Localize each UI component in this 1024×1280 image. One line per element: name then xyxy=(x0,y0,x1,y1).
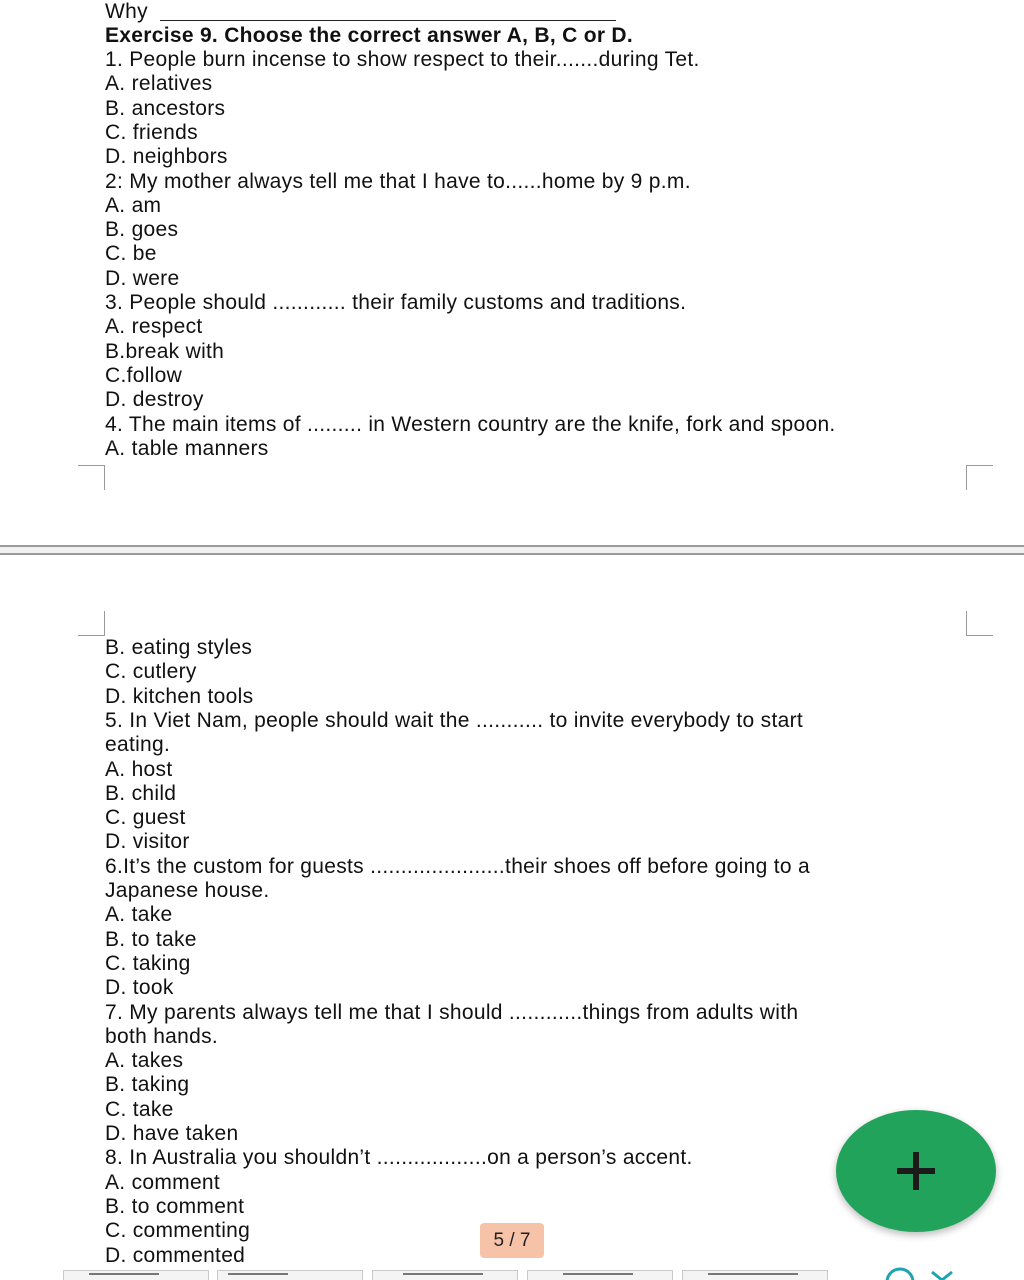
document-text-line: C. commenting xyxy=(105,1219,251,1243)
document-text-line: C. taking xyxy=(105,951,191,975)
page-indicator: 5 / 7 xyxy=(480,1223,544,1258)
document-text-line: both hands. xyxy=(105,1024,219,1048)
document-text-line: B. to comment xyxy=(105,1194,245,1218)
document-text-line: 8. In Australia you shouldn’t ..................on a person’s accent. xyxy=(105,1146,693,1170)
document-text-line: C. cutlery xyxy=(105,660,197,684)
check-icon[interactable] xyxy=(884,1266,964,1280)
document-text-line: D. have taken xyxy=(105,1122,239,1145)
document-text-line: A. relatives xyxy=(105,72,213,96)
document-text-line: C.follow xyxy=(105,363,183,387)
page-corner-mark xyxy=(966,611,993,636)
page-thumbnail[interactable] xyxy=(372,1270,518,1280)
thumbnail-strip[interactable] xyxy=(0,1268,1024,1280)
page-thumbnail[interactable] xyxy=(217,1270,363,1280)
page-thumbnail[interactable] xyxy=(527,1270,673,1280)
page-separator xyxy=(0,545,1024,555)
document-text-line: B. eating styles xyxy=(105,636,253,659)
page-thumbnail[interactable] xyxy=(682,1270,828,1280)
document-text-line: D. took xyxy=(105,976,174,1000)
answer-blank-line xyxy=(160,20,616,21)
document-text-line: 3. People should ............ their family customs and traditions. xyxy=(105,291,687,314)
why-prompt: Why xyxy=(105,0,148,23)
document-text-line: eating. xyxy=(105,733,171,757)
document-text-line: 6.It’s the custom for guests ......................their shoes off before going to a xyxy=(105,854,810,878)
plus-icon xyxy=(893,1148,939,1194)
document-text-line: 5. In Viet Nam, people should wait the ........... to invite everybody to start xyxy=(105,708,803,732)
add-button[interactable] xyxy=(836,1110,996,1232)
document-text-line: B. taking xyxy=(105,1073,190,1097)
document-text-line: C. be xyxy=(105,242,157,266)
page-thumbnail[interactable] xyxy=(63,1270,209,1280)
document-text-line: D. destroy xyxy=(105,388,204,412)
document-text-line: Japanese house. xyxy=(105,879,270,902)
page-corner-mark xyxy=(966,465,993,490)
document-text-line: B. ancestors xyxy=(105,96,226,120)
document-text-line: A. table manners xyxy=(105,436,269,460)
document-text-line: D. visitor xyxy=(105,830,190,854)
document-text-line: 1. People burn incense to show respect to their.......during Tet. xyxy=(105,48,700,71)
document-text-line: A. am xyxy=(105,193,162,217)
document-text-line: 4. The main items of ......... in Western country are the knife, fork and spoon. xyxy=(105,412,836,436)
document-text-line: B. child xyxy=(105,781,177,805)
document-text-line: B. to take xyxy=(105,927,197,951)
document-text-line: D. neighbors xyxy=(105,145,228,169)
document-text-line: 2: My mother always tell me that I have to......home by 9 p.m. xyxy=(105,169,691,193)
document-text-line: 7. My parents always tell me that I should ............things from adults with xyxy=(105,1000,799,1024)
document-text-line: C. guest xyxy=(105,806,186,830)
document-text-line: A. host xyxy=(105,757,173,781)
document-text-line: B.break with xyxy=(105,339,225,363)
document-text-line: A. respect xyxy=(105,315,203,339)
document-text-line: A. take xyxy=(105,903,173,927)
exercise-title: Exercise 9. Choose the correct answer A, B, C or D. xyxy=(105,24,634,47)
document-text-line: D. kitchen tools xyxy=(105,684,254,708)
document-text-line: D. were xyxy=(105,266,180,290)
document-text-line: D. commented xyxy=(105,1243,246,1267)
document-text-line: A. takes xyxy=(105,1049,184,1073)
page-corner-mark xyxy=(78,611,105,636)
document-text-line: A. comment xyxy=(105,1170,221,1194)
page-corner-mark xyxy=(78,465,105,490)
document-text-line: C. friends xyxy=(105,120,198,144)
document-text-line: C. take xyxy=(105,1097,174,1121)
document-text-line: B. goes xyxy=(105,218,179,242)
